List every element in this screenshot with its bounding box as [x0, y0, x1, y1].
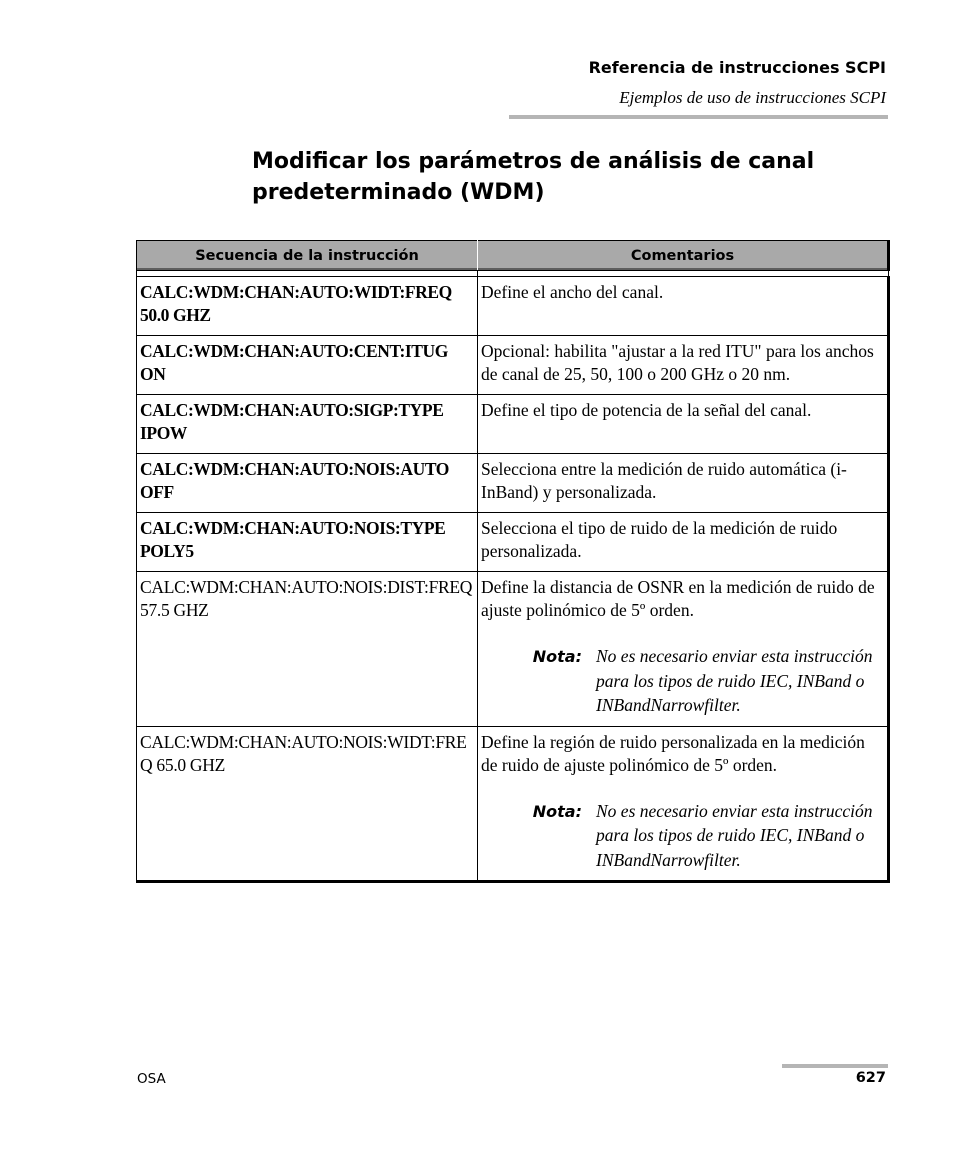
note-block [481, 644, 884, 718]
command-cell: CALC:WDM:CHAN:AUTO:SIGP:TYPE IPOW [137, 395, 478, 454]
comment-cell: Define el tipo de potencia de la señal del canal. [478, 395, 889, 454]
table-row [137, 513, 889, 572]
note-label: Nota: [532, 647, 582, 666]
command-cell: CALC:WDM:CHAN:AUTO:NOIS:DIST:FREQ 57.5 GHZ [137, 572, 478, 727]
command-cell: CALC:WDM:CHAN:AUTO:WIDT:FREQ 50.0 GHZ [137, 277, 478, 336]
page-number: 627 [855, 1070, 886, 1086]
comment-cell: Selecciona el tipo de ruido de la medición de ruido personalizada. [478, 513, 889, 572]
command-cell: CALC:WDM:CHAN:AUTO:NOIS:WIDT:FREQ 65.0 GHZ [137, 726, 478, 882]
column-header-command: Secuencia de la instrucción [137, 241, 478, 271]
note-block [481, 799, 884, 873]
note-label: Nota: [532, 801, 582, 821]
running-header-title: Referencia de instrucciones SCPI [588, 58, 886, 77]
command-cell: CALC:WDM:CHAN:AUTO:CENT:ITUG ON [137, 336, 478, 395]
table-row [137, 454, 889, 513]
comment-cell [478, 572, 889, 727]
running-header-subtitle: Ejemplos de uso de instrucciones SCPI [619, 88, 886, 107]
comment-text: Define la región de ruido personalizada en la medición de ruido de ajuste polinómico de 5º orden. [481, 731, 865, 775]
footer-product-name: OSA [137, 1071, 166, 1087]
note-text: No es necesario enviar esta instrucción para los tipos de ruido IEC, INBand o INBandNarrowfilter. [596, 800, 873, 870]
header-rule [509, 115, 888, 119]
comment-text: Define la distancia de OSNR en la medición de ruido de ajuste polinómico de 5º orden. [481, 577, 875, 620]
column-header-comments: Comentarios [478, 241, 889, 271]
table-row [137, 395, 889, 454]
command-cell: CALC:WDM:CHAN:AUTO:NOIS:TYPE POLY5 [137, 513, 478, 572]
table-row [137, 572, 889, 727]
table-row [137, 277, 889, 336]
comment-cell: Opcional: habilita "ajustar a la red ITU" para los anchos de canal de 25, 50, 100 o 200 GHz o 20 nm. [478, 336, 889, 395]
comment-cell [478, 726, 889, 882]
command-cell: CALC:WDM:CHAN:AUTO:NOIS:AUTO OFF [137, 454, 478, 513]
scpi-command-table [136, 240, 890, 883]
comment-cell: Selecciona entre la medición de ruido automática (i-InBand) y personalizada. [478, 454, 889, 513]
note-text: No es necesario enviar esta instrucción para los tipos de ruido IEC, INBand o INBandNarrowfilter. [596, 646, 873, 715]
table-row [137, 726, 889, 882]
page-title: Modificar los parámetros de análisis de canal predeterminado (WDM) [252, 149, 815, 205]
footer-rule [782, 1064, 888, 1068]
table-header-row [137, 241, 889, 271]
table-row [137, 336, 889, 395]
comment-cell: Define el ancho del canal. [478, 277, 889, 336]
